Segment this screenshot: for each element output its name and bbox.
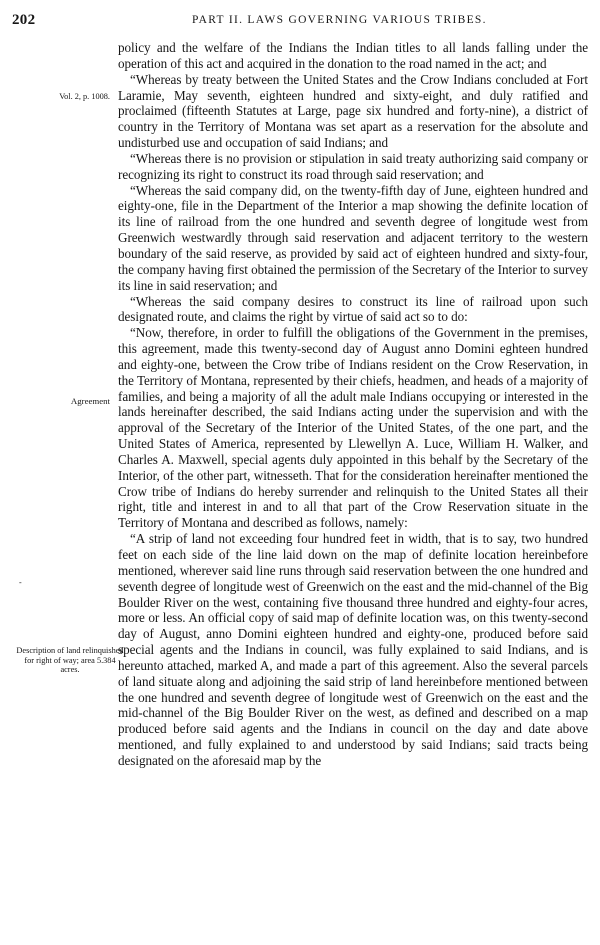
margin-note-agreement: Agreement bbox=[70, 396, 110, 406]
paragraph-no-provision: “Whereas there is no provision or stipulation in said treaty authorizing said company or recognizing its right to construct its road through said reservation; and bbox=[118, 150, 588, 182]
paragraph-treaty: “Whereas by treaty between the United States and the Crow Indians concluded at Fort Laramie, May seventh, eighteen hundred and sixty-eight, and duly ratified and proclaimed (fifteenth Statutes at Large, page six hundred and forty-nine), a district of country in the Territory of Montana was set apart as a reservation for the absolute and undisturbed use and occupation of said Indians; and bbox=[118, 71, 588, 151]
paragraph-continued: policy and the welfare of the Indians the Indian titles to all lands falling under the operation of this act and acquired in the donation to the road named in the act; and bbox=[118, 40, 588, 71]
paragraph-map-filed: “Whereas the said company did, on the twenty-fifth day of June, eighteen hundred and eighty-one, file in the Department of the Interior a map showing the definite location of its line of railroad from the one hundred and seventh degree of longitude west from Greenwich westwardly through said reservation and adjacent territory to the western boundary of the said reserve, as provided by said act of eighteen hundred and sixty-four, the company having first obtained the permission of the Secretary of the Interior to survey its line in said reservation; and bbox=[118, 182, 588, 293]
margin-note-citation: Vol. 2, p. 1008. bbox=[59, 92, 110, 101]
page-header bbox=[12, 12, 586, 30]
margin-note-description: Description of land relinquished for right of way; area 5.384 acres. bbox=[16, 646, 124, 674]
body-text bbox=[118, 40, 588, 769]
margin-dash: - bbox=[19, 578, 22, 587]
running-head: PART II. LAWS GOVERNING VARIOUS TRIBES. bbox=[192, 14, 487, 26]
paragraph-strip-of-land: “A strip of land not exceeding four hundred feet in width, that is to say, two hundred feet on each side of the line laid down on the map of definite location hereinbefore mentioned, wherever said line runs through said reservation between the one hundred and seventh degree of longitude west of Greenwich on the east and the mid-channel of the Big Boulder River on the west, containing five thousand three hundred and eighty-four acres, more or less. An official copy of said map of definite location was, on this twenty-second day of August, anno Domini eighteen hundred and eighty-one, produced before said special agents and the Indians in council, was fully explained to said Indians, and is hereunto attached, marked A, and made a part of this agreement. Also the several parcels of land situate along and adjoining the said strip of land hereinbefore mentioned between the one hundred and seventh degree of longitude west of Greenwich on the east and the mid-channel of the Big Boulder River on the west, as defined and described on a map produced before said agents and the Indians in council on the day and date above mentioned, and fully explained to and understood by said Indians; said tracts being designated on the aforesaid map by the bbox=[118, 531, 588, 768]
paragraph-company-desires: “Whereas the said company desires to construct its line of railroad upon such designated route, and claims the right by virtue of said act so to do: bbox=[118, 293, 588, 325]
page-number: 202 bbox=[12, 12, 36, 28]
paragraph-agreement: “Now, therefore, in order to fulfill the obligations of the Government in the premises, this agreement, made this twenty-second day of August anno Domini eghteen hundred and eighty-one, between the Crow tribe of Indians resident on the Crow Reservation, in the Territory of Montana, represented by their chiefs, headmen, and heads of a majority of families, and being a majority of all the adult male Indians occupying or interested in the lands hereinafter described, the said Indians acting under the supervision and with the approval of the Secretary of the Interior of the United States, of the one part, and the United States of America, represented by Llewellyn A. Luce, William H. Walker, and Charles A. Maxwell, special agents duly appointed in this behalf by the Secretary of the Interior, of the other part, witnesseth. That for the consideration hereinafter mentioned the Crow tribe of Indians do hereby surrender and relinquish to the United States all their right, title and interest in and to all that part of the Crow Reservation situate in the Territory of Montana and described as follows, namely: bbox=[118, 325, 588, 531]
